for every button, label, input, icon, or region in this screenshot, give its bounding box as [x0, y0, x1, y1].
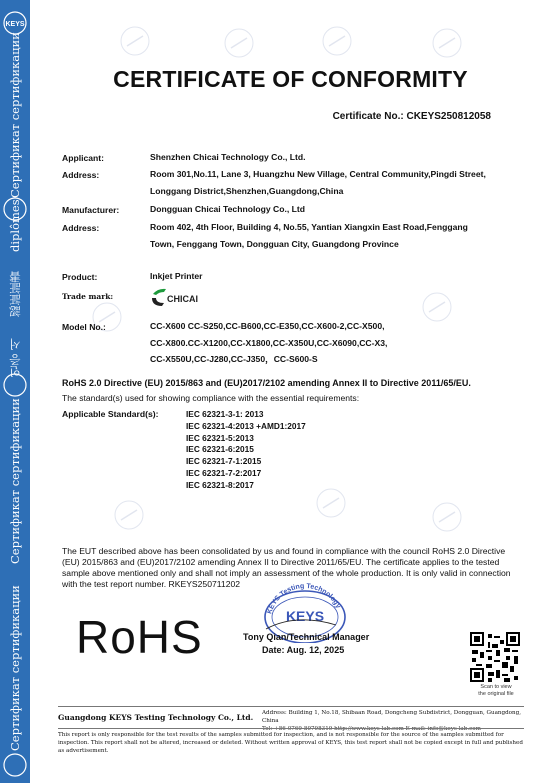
- signatory-name: Tony Qian/Technical Manager: [243, 632, 370, 642]
- keys-watermark-icon: [430, 26, 464, 60]
- qr-caption-line: the original file: [478, 690, 514, 697]
- keys-watermark-icon: [112, 498, 146, 532]
- trade-mark-label: Trade mark:: [62, 292, 114, 301]
- footer-divider: [58, 728, 524, 729]
- sidebar-label: 인증 서: [8, 338, 22, 378]
- model-line: CC-X800.CC-X1200,CC-X1800,CC-X350U,CC-X6090,CC-X3,: [150, 337, 388, 348]
- model-label: Model No.:: [62, 322, 106, 332]
- applicant-value: Shenzhen Chicai Technology Co., Ltd.: [150, 152, 306, 162]
- keys-logo-icon: [2, 752, 28, 778]
- signature-date: Date: Aug. 12, 2025: [262, 645, 345, 655]
- sidebar-label: Сертификат сертификации: [8, 398, 22, 564]
- standards-list: [186, 409, 306, 492]
- applicant-address-value: Room 301,No.11, Lane 3, Huangzhu New Village, Central Community,Pingdi Street, Longgang District,Shenzhen,Guangdong,China: [150, 169, 486, 196]
- product-label: Product:: [62, 272, 98, 282]
- standard-item: IEC 62321-5:2013: [186, 432, 254, 443]
- footer-disclaimer: This report is only responsible for the test results of the samples submitted for inspection, and is not responsible for the source of the samples submitted for inspection. This report shall not be altered, increased or deleted. Without written approval of KEYS, this test report shall not be copied except in full and published as advertisement.: [58, 732, 523, 755]
- qr-caption-line: Scan to view: [480, 684, 512, 690]
- footer-address: Address: Building 1, No.18, Shibaan Road, Dongcheng Subdistrict, Dongguan, Guangdong, China: [262, 710, 522, 724]
- manufacturer-label: Manufacturer:: [62, 205, 120, 215]
- sidebar-label: Сертификат сертификации: [8, 585, 22, 751]
- standard-item: IEC 62321-7-1:2015: [186, 456, 262, 467]
- manufacturer-address-label: Address:: [62, 223, 100, 233]
- standard-item: IEC 62321-3-1: 2013: [186, 409, 264, 419]
- keys-watermark-icon: [314, 486, 348, 520]
- sidebar-label: Сертификат сертификации: [8, 32, 22, 198]
- keys-watermark-icon: [222, 26, 256, 60]
- model-values: [150, 318, 510, 368]
- standard-item: IEC 62321-8:2017: [186, 479, 254, 490]
- rohs-logo: RoHS: [76, 611, 203, 663]
- footer-contact: Tel: +86-0769-89798319 http://www.keys-lab.com E-mail: info@keys-lab.com: [262, 726, 481, 732]
- svg-text:KEYS Testing Technology: KEYS Testing Technology: [266, 582, 342, 615]
- manufacturer-address-value: Room 402, 4th Floor, Building 4, No.55, Yantian Xiangxin East Road,Fenggang Town, Fenggang Town, Dongguan City, Guangdong Province: [150, 222, 468, 249]
- model-line: CC-X550U,CC-J280,CC-J350，CC-S600-S: [150, 354, 318, 364]
- standard-item: IEC 62321-6:2015: [186, 444, 254, 455]
- footer-address-block: [262, 709, 528, 733]
- product-value: Inkjet Printer: [150, 271, 203, 281]
- applicant-label: Applicant:: [62, 153, 105, 163]
- qr-caption: [468, 684, 524, 697]
- svg-text:CHICAI: CHICAI: [167, 294, 198, 304]
- standards-intro: The standard(s) used for showing compliance with the essential requirements:: [62, 393, 360, 403]
- svg-text:KEYS: KEYS: [285, 608, 325, 624]
- manufacturer-value: Dongguan Chicai Technology Co., Ltd: [150, 204, 305, 214]
- keys-logo-icon: [2, 372, 28, 398]
- footer-divider: [58, 706, 524, 707]
- model-line: CC-X600 CC-S250,CC-B600,CC-E350,CC-X600-2,CC-X500,: [150, 321, 385, 331]
- keys-watermark-icon: [430, 500, 464, 534]
- keys-watermark-icon: [118, 24, 152, 58]
- compliance-statement: The EUT described above has been consolidated by us and found in compliance with the council RoHS 2.0 Directive (EU) 2015/863 and (EU)2017/2102 amending Annex II to Directive 2011/65/EU. The certificate applies to the tested sample above mentioned only and shall not imply an assessment of the whole production. It is only valid in connection with the test report number. RKEYS250711202: [62, 546, 511, 589]
- qr-code-icon[interactable]: [470, 632, 520, 682]
- applicant-address-label: Address:: [62, 170, 100, 180]
- svg-text:KEYS: KEYS: [5, 21, 25, 28]
- keys-watermark-icon: [320, 24, 354, 58]
- directive-line: RoHS 2.0 Directive (EU) 2015/863 and (EU)2017/2102 amending Annex II to Directive 2011/65/EU.: [62, 378, 471, 388]
- sidebar-label: 認証証書: [8, 271, 22, 317]
- footer-company: Guangdong KEYS Testing Technology Co., Ltd.: [58, 713, 254, 722]
- chicai-trademark-logo: [150, 286, 202, 310]
- sidebar-label: diplômes: [8, 199, 22, 253]
- standard-item: IEC 62321-4:2013 +AMD1:2017: [186, 420, 306, 431]
- certificate-number: Certificate No.: CKEYS250812058: [332, 111, 491, 122]
- standards-label: Applicable Standard(s):: [62, 409, 159, 419]
- certificate-title: CERTIFICATE OF CONFORMITY: [113, 66, 468, 92]
- standard-item: IEC 62321-7-2:2017: [186, 467, 262, 478]
- decorative-sidebar: [0, 0, 30, 783]
